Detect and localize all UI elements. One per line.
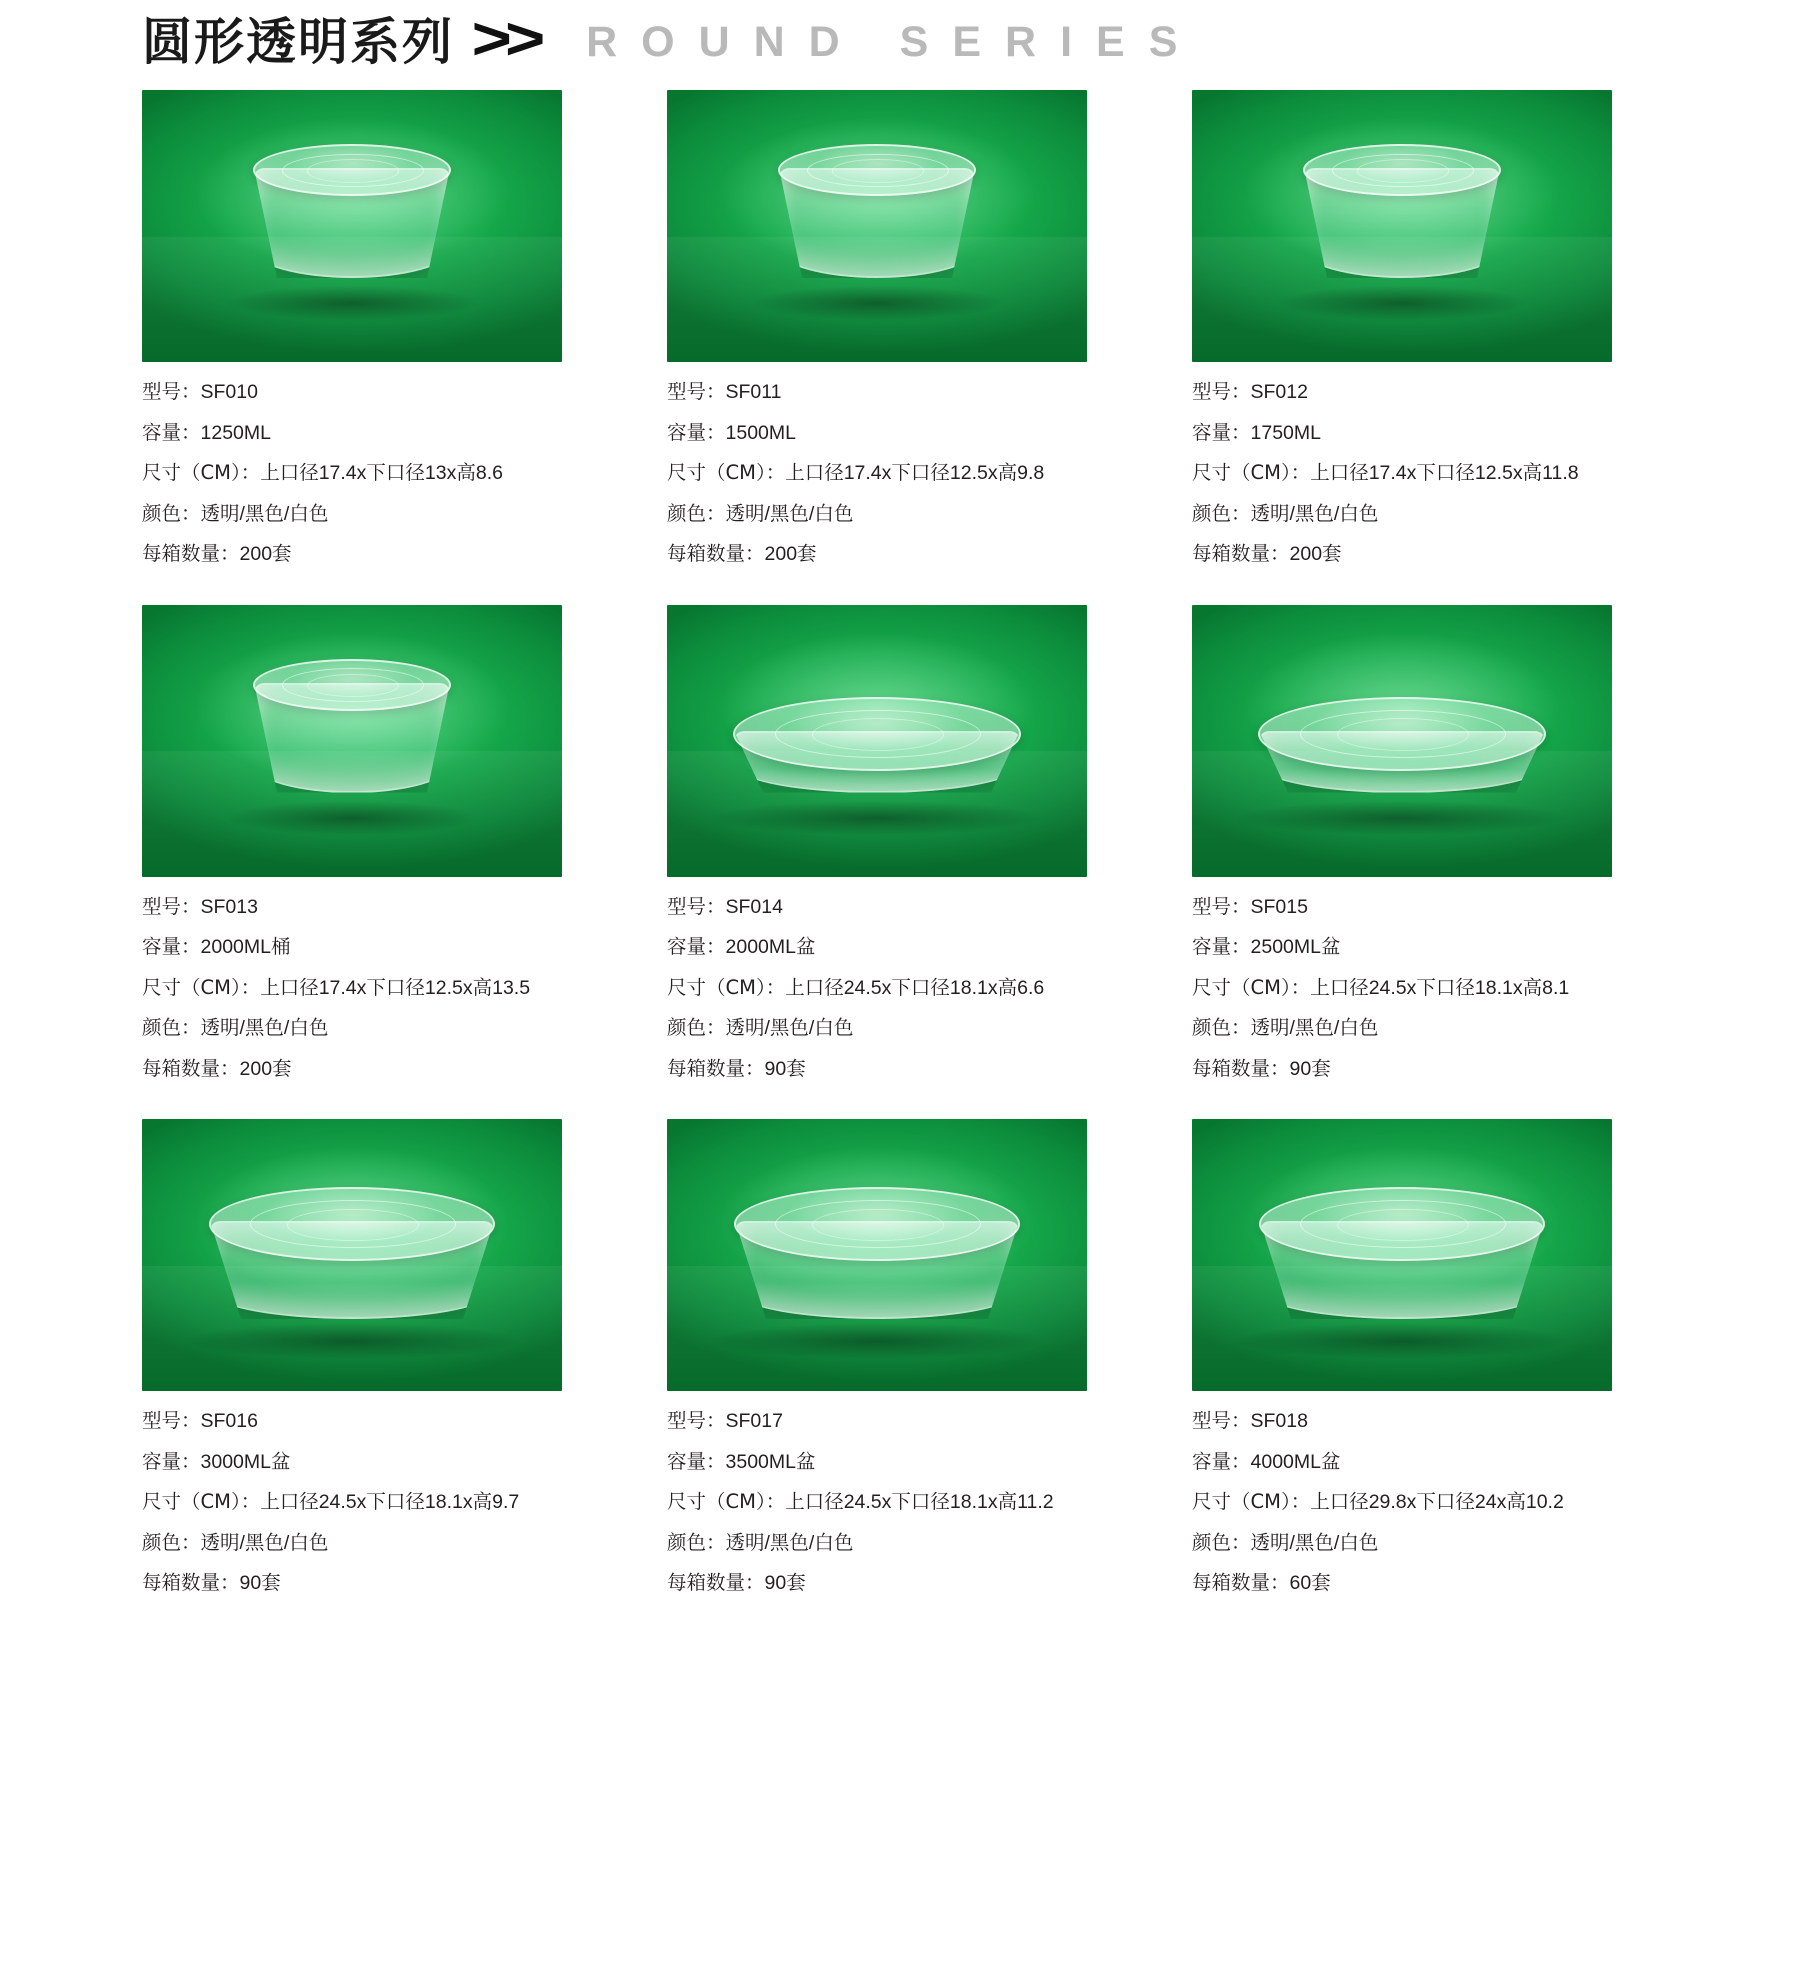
spec-per-box-value: 200套 bbox=[1289, 543, 1342, 565]
spec-per-box bbox=[667, 544, 1087, 565]
spec-color-label: 颜色： bbox=[1192, 501, 1251, 525]
spec-model-value: SF011 bbox=[725, 381, 782, 403]
spec-model-value: SF016 bbox=[200, 1410, 258, 1432]
spec-color-label: 颜色： bbox=[1192, 1016, 1251, 1039]
spec-capacity-value: 1500ML bbox=[725, 421, 796, 444]
spec-capacity-value: 2500ML盆 bbox=[1250, 936, 1341, 958]
container-shadow bbox=[712, 801, 1042, 835]
spec-per-box-label: 每箱数量： bbox=[667, 542, 765, 565]
container-shadow bbox=[1235, 1323, 1569, 1359]
spec-color-value: 透明/黑色/白色 bbox=[200, 1017, 329, 1039]
spec-size bbox=[667, 1492, 1087, 1513]
product-card[interactable] bbox=[142, 1119, 562, 1594]
spec-size bbox=[1192, 975, 1612, 999]
spec-per-box-label: 每箱数量： bbox=[667, 1571, 765, 1594]
spec-per-box-value: 200套 bbox=[239, 543, 292, 565]
spec-per-box bbox=[142, 1056, 562, 1080]
spec-size-value: 上口径24.5x下口径18.1x高11.2 bbox=[785, 1491, 1054, 1513]
page-title-cn: 圆形透明系列 bbox=[142, 13, 454, 71]
product-photo bbox=[142, 605, 562, 877]
spec-model bbox=[1192, 894, 1612, 918]
product-specs bbox=[1192, 362, 1612, 565]
spec-model bbox=[667, 1411, 1087, 1432]
spec-size bbox=[667, 975, 1087, 999]
spec-per-box-value: 90套 bbox=[764, 1057, 806, 1080]
product-card[interactable] bbox=[667, 605, 1087, 1080]
spec-color-value: 透明/黑色/白色 bbox=[1250, 1017, 1379, 1039]
product-card[interactable] bbox=[667, 90, 1087, 565]
container-shadow bbox=[227, 801, 477, 835]
spec-size-label: 尺寸（CM）： bbox=[142, 1490, 261, 1513]
spec-per-box-label: 每箱数量： bbox=[142, 1056, 240, 1080]
spec-size-label: 尺寸（CM）： bbox=[667, 461, 786, 484]
spec-size-label: 尺寸（CM）： bbox=[1192, 975, 1311, 999]
spec-capacity bbox=[1192, 937, 1612, 958]
spec-model-label: 型号： bbox=[142, 894, 201, 918]
spec-size-label: 尺寸（CM）： bbox=[1192, 1490, 1311, 1513]
product-card[interactable] bbox=[667, 1119, 1087, 1594]
spec-size-label: 尺寸（CM）： bbox=[142, 975, 261, 999]
spec-color-label: 颜色： bbox=[667, 501, 726, 525]
spec-model bbox=[142, 1411, 562, 1432]
container-lid bbox=[253, 659, 451, 711]
spec-per-box-label: 每箱数量： bbox=[667, 1056, 765, 1080]
product-photo bbox=[142, 90, 562, 362]
container-lid bbox=[1303, 144, 1501, 196]
spec-model-value: SF015 bbox=[1250, 895, 1308, 918]
spec-per-box-value: 200套 bbox=[764, 543, 817, 565]
double-chevron-right-icon: >> bbox=[471, 5, 539, 72]
product-photo bbox=[667, 90, 1087, 362]
spec-color-label: 颜色： bbox=[142, 1530, 201, 1554]
product-photo bbox=[667, 605, 1087, 877]
spec-size-label: 尺寸（CM）： bbox=[142, 461, 261, 484]
product-photo bbox=[142, 1119, 562, 1391]
product-card[interactable] bbox=[1192, 1119, 1612, 1594]
spec-capacity-label: 容量： bbox=[667, 420, 726, 444]
spec-size-value: 上口径17.4x下口径12.5x高11.8 bbox=[1310, 462, 1579, 484]
spec-capacity-value: 1750ML bbox=[1250, 421, 1321, 444]
spec-capacity bbox=[667, 1449, 1087, 1473]
container-shadow bbox=[1277, 286, 1527, 320]
spec-capacity bbox=[142, 1449, 562, 1473]
spec-size-value: 上口径17.4x下口径13x高8.6 bbox=[260, 462, 503, 484]
container-lid bbox=[1259, 1187, 1545, 1261]
spec-capacity-value: 3000ML盆 bbox=[200, 1450, 291, 1473]
product-card[interactable] bbox=[1192, 605, 1612, 1080]
spec-color bbox=[667, 1530, 1087, 1554]
spec-capacity-value: 3500ML盆 bbox=[725, 1450, 816, 1473]
product-specs bbox=[667, 362, 1087, 565]
spec-color bbox=[667, 1018, 1087, 1039]
container-shadow bbox=[710, 1323, 1044, 1359]
product-specs bbox=[1192, 877, 1612, 1080]
spec-per-box-label: 每箱数量： bbox=[142, 1571, 240, 1594]
product-photo bbox=[1192, 605, 1612, 877]
spec-size-label: 尺寸（CM）： bbox=[1192, 461, 1311, 484]
spec-color-value: 透明/黑色/白色 bbox=[200, 1531, 329, 1554]
spec-capacity-label: 容量： bbox=[142, 1449, 201, 1473]
spec-color bbox=[142, 501, 562, 525]
product-specs bbox=[667, 877, 1087, 1080]
spec-color-value: 透明/黑色/白色 bbox=[725, 1531, 854, 1554]
spec-per-box-label: 每箱数量： bbox=[1192, 542, 1290, 565]
spec-model bbox=[142, 382, 562, 403]
product-photo bbox=[1192, 90, 1612, 362]
spec-per-box-value: 60套 bbox=[1289, 1572, 1331, 1594]
spec-capacity bbox=[667, 420, 1087, 444]
spec-color-label: 颜色： bbox=[667, 1016, 726, 1039]
spec-model-label: 型号： bbox=[142, 1409, 201, 1432]
product-specs bbox=[1192, 1391, 1612, 1594]
spec-size bbox=[667, 463, 1087, 484]
spec-per-box-label: 每箱数量： bbox=[1192, 1571, 1290, 1594]
spec-capacity bbox=[667, 937, 1087, 958]
product-card[interactable] bbox=[142, 605, 562, 1080]
spec-model-value: SF014 bbox=[725, 895, 783, 918]
container-shadow bbox=[185, 1323, 519, 1359]
product-specs bbox=[142, 362, 562, 565]
spec-size bbox=[142, 463, 562, 484]
product-card[interactable] bbox=[1192, 90, 1612, 565]
spec-model-label: 型号： bbox=[1192, 894, 1251, 918]
spec-model-value: SF013 bbox=[200, 895, 258, 918]
spec-model bbox=[142, 894, 562, 918]
spec-per-box bbox=[667, 1573, 1087, 1594]
spec-size-value: 上口径17.4x下口径12.5x高13.5 bbox=[260, 976, 531, 999]
spec-model-value: SF012 bbox=[1250, 381, 1308, 403]
spec-size bbox=[142, 1492, 562, 1513]
spec-model bbox=[667, 382, 1087, 403]
spec-size-value: 上口径29.8x下口径24x高10.2 bbox=[1310, 1491, 1564, 1513]
spec-capacity-label: 容量： bbox=[1192, 420, 1251, 444]
container-shadow bbox=[752, 286, 1002, 320]
spec-capacity-label: 容量： bbox=[1192, 935, 1251, 958]
product-photo bbox=[667, 1119, 1087, 1391]
spec-size-value: 上口径17.4x下口径12.5x高9.8 bbox=[785, 462, 1045, 484]
spec-model-label: 型号： bbox=[1192, 1409, 1251, 1432]
spec-model bbox=[1192, 1411, 1612, 1432]
container-lid bbox=[778, 144, 976, 196]
spec-size bbox=[1192, 1492, 1612, 1513]
spec-color-value: 透明/黑色/白色 bbox=[725, 1017, 854, 1039]
spec-size-label: 尺寸（CM）： bbox=[667, 1490, 786, 1513]
container-shadow bbox=[227, 286, 477, 320]
spec-capacity bbox=[1192, 1449, 1612, 1473]
spec-size-value: 上口径24.5x下口径18.1x高6.6 bbox=[785, 976, 1045, 999]
spec-per-box-label: 每箱数量： bbox=[142, 542, 240, 565]
spec-size-label: 尺寸（CM）： bbox=[667, 975, 786, 999]
spec-capacity-value: 2000ML盆 bbox=[725, 936, 816, 958]
spec-model-label: 型号： bbox=[667, 380, 726, 403]
container-lid bbox=[253, 144, 451, 196]
spec-color-label: 颜色： bbox=[142, 1016, 201, 1039]
spec-color bbox=[142, 1018, 562, 1039]
spec-color-value: 透明/黑色/白色 bbox=[1250, 502, 1379, 525]
spec-color-label: 颜色： bbox=[1192, 1530, 1251, 1554]
spec-per-box bbox=[142, 1573, 562, 1594]
spec-model-value: SF017 bbox=[725, 1410, 783, 1432]
container-lid bbox=[734, 1187, 1020, 1261]
spec-per-box bbox=[1192, 1573, 1612, 1594]
spec-size bbox=[1192, 463, 1612, 484]
product-specs bbox=[667, 1391, 1087, 1594]
spec-color-label: 颜色： bbox=[142, 501, 201, 525]
spec-color bbox=[667, 501, 1087, 525]
product-specs bbox=[142, 877, 562, 1080]
spec-capacity bbox=[142, 420, 562, 444]
container-lid bbox=[209, 1187, 495, 1261]
product-card[interactable] bbox=[142, 90, 562, 565]
spec-color-value: 透明/黑色/白色 bbox=[200, 502, 329, 525]
spec-model-value: SF018 bbox=[1250, 1410, 1308, 1432]
spec-capacity-label: 容量： bbox=[1192, 1449, 1251, 1473]
spec-per-box bbox=[1192, 544, 1612, 565]
spec-capacity-value: 2000ML桶 bbox=[200, 936, 291, 958]
spec-color bbox=[1192, 1530, 1612, 1554]
spec-model-label: 型号： bbox=[142, 380, 201, 403]
container-lid bbox=[1258, 697, 1546, 771]
spec-per-box bbox=[142, 544, 562, 565]
product-grid bbox=[0, 78, 1805, 1594]
spec-size-value: 上口径24.5x下口径18.1x高9.7 bbox=[260, 1491, 520, 1513]
container-shadow bbox=[1237, 801, 1567, 835]
spec-capacity-label: 容量： bbox=[142, 935, 201, 958]
spec-model-label: 型号： bbox=[1192, 380, 1251, 403]
spec-per-box-value: 90套 bbox=[1289, 1057, 1331, 1080]
spec-model bbox=[667, 894, 1087, 918]
spec-capacity-label: 容量： bbox=[667, 935, 726, 958]
spec-per-box-label: 每箱数量： bbox=[1192, 1056, 1290, 1080]
spec-color-label: 颜色： bbox=[667, 1530, 726, 1554]
spec-capacity bbox=[1192, 420, 1612, 444]
spec-capacity bbox=[142, 937, 562, 958]
product-photo bbox=[1192, 1119, 1612, 1391]
container-lid bbox=[733, 697, 1021, 771]
spec-per-box-value: 200套 bbox=[239, 1057, 292, 1080]
spec-size-value: 上口径24.5x下口径18.1x高8.1 bbox=[1310, 976, 1570, 999]
spec-model-value: SF010 bbox=[200, 381, 258, 403]
spec-model-label: 型号： bbox=[667, 1409, 726, 1432]
spec-color bbox=[1192, 501, 1612, 525]
spec-color bbox=[142, 1530, 562, 1554]
spec-size bbox=[142, 975, 562, 999]
spec-model-label: 型号： bbox=[667, 894, 726, 918]
spec-per-box-value: 90套 bbox=[239, 1572, 281, 1594]
spec-color-value: 透明/黑色/白色 bbox=[725, 502, 854, 525]
spec-color bbox=[1192, 1018, 1612, 1039]
spec-per-box-value: 90套 bbox=[764, 1572, 806, 1594]
spec-capacity-value: 1250ML bbox=[200, 421, 271, 444]
product-specs bbox=[142, 1391, 562, 1594]
spec-capacity-value: 4000ML盆 bbox=[1250, 1450, 1341, 1473]
spec-per-box bbox=[667, 1056, 1087, 1080]
spec-capacity-label: 容量： bbox=[667, 1449, 726, 1473]
spec-model bbox=[1192, 382, 1612, 403]
spec-capacity-label: 容量： bbox=[142, 420, 201, 444]
page-title-en: ROUND SERIES bbox=[586, 17, 1202, 66]
page-header bbox=[0, 0, 1805, 78]
spec-color-value: 透明/黑色/白色 bbox=[1250, 1531, 1379, 1554]
spec-per-box bbox=[1192, 1056, 1612, 1080]
